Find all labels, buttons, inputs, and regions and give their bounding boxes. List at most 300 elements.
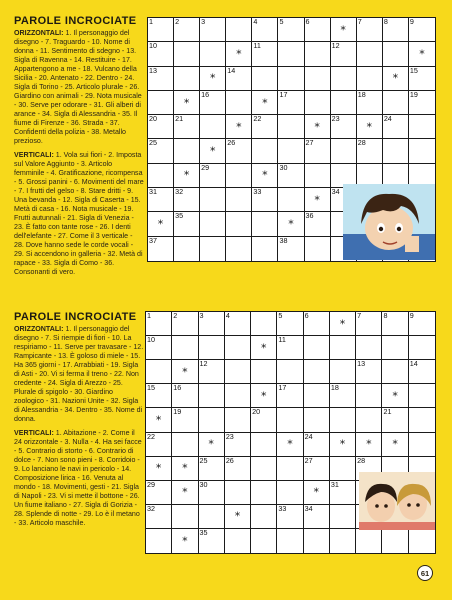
grid-cell[interactable] — [172, 481, 198, 505]
grid-cell[interactable] — [277, 312, 303, 336]
grid-cell[interactable] — [172, 529, 198, 553]
grid-cell[interactable] — [357, 67, 383, 91]
clue-number: 11 — [253, 41, 261, 51]
grid-cell[interactable] — [278, 237, 304, 261]
down-text-2: 1. Abitazione - 2. Come il 24 orizzontale - 3. Nulla - 4. Ha sei facce - 5. Contrario di storto - 6. Contrario di dolce - 7. Non sono pieni - 8. Corridoio - 9. Lo lanciano le navi in pericolo - 14. Composizione lirica - 16. Venuta al mondo - 18. Movimenti, gesti - 21. Sigla di Napoli - 23. Vi si mette il bottone - 26. Un fiume italiano - 27. Sigla di Gorizia - 28. Splende di notte - 29. Lo è il metano - 33. Articolo maschile. — [14, 429, 142, 527]
clue-number: 22 — [147, 431, 155, 441]
grid-cell[interactable] — [225, 433, 251, 457]
grid-cell[interactable] — [251, 312, 277, 336]
grid-cell[interactable] — [174, 188, 200, 212]
grid-cell[interactable] — [225, 529, 251, 553]
grid-cell[interactable] — [409, 408, 435, 432]
grid-cell[interactable] — [356, 336, 382, 360]
block-star-icon: * — [339, 317, 346, 331]
grid-cell[interactable] — [357, 139, 383, 163]
grid-cell[interactable] — [199, 457, 225, 481]
grid-cell[interactable] — [200, 237, 226, 261]
clue-number: 12 — [331, 41, 340, 51]
block-star-icon: * — [183, 168, 190, 182]
grid-cell[interactable] — [174, 115, 200, 139]
grid-cell[interactable] — [278, 42, 304, 66]
grid-cell[interactable] — [278, 212, 304, 236]
grid-cell[interactable] — [278, 164, 304, 188]
clue-number: 23 — [225, 431, 234, 441]
grid-cell[interactable] — [278, 139, 304, 163]
grid-cell[interactable] — [382, 336, 408, 360]
grid-cell[interactable] — [251, 433, 277, 457]
grid-cell[interactable] — [409, 115, 435, 139]
grid-cell[interactable] — [146, 360, 172, 384]
grid-cell[interactable] — [225, 408, 251, 432]
block-star-icon: * — [392, 437, 398, 451]
clue-number: 24 — [383, 114, 392, 124]
grid-cell[interactable] — [199, 384, 225, 408]
down-header-1: VERTICALI: — [14, 151, 54, 159]
grid-cell[interactable] — [148, 18, 174, 42]
grid-cell[interactable] — [200, 67, 226, 91]
grid-cell[interactable] — [252, 212, 278, 236]
grid-cell[interactable] — [146, 457, 172, 481]
grid-cell[interactable] — [305, 18, 331, 42]
clue-number: 10 — [149, 41, 157, 51]
grid-cell[interactable] — [148, 115, 174, 139]
grid-cell[interactable] — [409, 433, 435, 457]
grid-cell[interactable] — [409, 91, 435, 115]
grid-cell[interactable] — [305, 164, 331, 188]
grid-cell[interactable] — [172, 457, 198, 481]
grid-cell[interactable] — [331, 18, 357, 42]
grid-cell[interactable] — [225, 505, 251, 529]
grid-cell[interactable] — [409, 384, 435, 408]
clue-number: 29 — [201, 162, 210, 172]
grid-cell[interactable] — [409, 336, 435, 360]
character-illustration-2 — [359, 472, 435, 530]
grid-cell[interactable] — [252, 67, 278, 91]
grid-cell[interactable] — [304, 433, 330, 457]
grid-cell[interactable] — [330, 384, 356, 408]
clue-number: 9 — [409, 311, 414, 320]
grid-cell[interactable] — [172, 336, 198, 360]
block-star-icon: * — [157, 217, 164, 231]
clue-number: 19 — [409, 89, 418, 99]
grid-cell[interactable] — [148, 188, 174, 212]
clues-panel-1 — [14, 17, 144, 282]
clue-number: 38 — [279, 235, 288, 245]
clue-number: 4 — [225, 311, 230, 320]
grid-cell[interactable] — [409, 312, 435, 336]
clue-number: 12 — [199, 359, 208, 369]
clue-number: 4 — [253, 17, 258, 26]
down-text-1: 1. Vola sui fiori - 2. Imposta sul Valore Aggiunto - 3. Articolo femminile - 4. Gratificazione, ricompensa - 5. Grossi panini - 6. Movimenti del mare - 7. I frutti del gelso - 8. Stare dritti - 9. Una bevanda - 12. Sigla di Caserta - 15. Metà di casa - 16. Nota musicale - 19. Frutti autunnali - 21. Sigla di Venezia - 23. È fatto con tante rose - 26. I denti dell'elefante - 27. Come il 3 verticale - 28. Dove hanno sede le corde vocali - 29. Si accendono in galleria - 32. Metà di rapace - 33. Sigla di Como - 36. Consonanti di vero. — [14, 151, 144, 276]
block-star-icon: * — [182, 534, 188, 548]
grid-cell[interactable] — [200, 164, 226, 188]
clue-number: 26 — [225, 455, 234, 465]
grid-cell[interactable] — [172, 312, 198, 336]
grid-cell[interactable] — [331, 115, 357, 139]
block-star-icon: * — [339, 437, 346, 451]
down-clues-2 — [14, 429, 144, 528]
grid-cell[interactable] — [356, 360, 382, 384]
grid-cell[interactable] — [251, 481, 277, 505]
grid-cell[interactable] — [277, 408, 303, 432]
grid-cell[interactable] — [305, 91, 331, 115]
clue-number: 31 — [330, 479, 339, 489]
grid-cell[interactable] — [278, 115, 304, 139]
block-star-icon: * — [392, 389, 398, 403]
grid-cell[interactable] — [277, 384, 303, 408]
grid-cell[interactable] — [174, 164, 200, 188]
grid-cell[interactable] — [252, 115, 278, 139]
grid-cell[interactable] — [278, 91, 304, 115]
grid-cell[interactable] — [304, 336, 330, 360]
clue-number: 16 — [201, 89, 210, 99]
grid-cell[interactable] — [199, 336, 225, 360]
grid-cell[interactable] — [226, 237, 252, 261]
grid-cell[interactable] — [225, 457, 251, 481]
clue-number: 18 — [357, 89, 366, 99]
grid-cell[interactable] — [226, 67, 252, 91]
block-star-icon: * — [419, 47, 425, 61]
clue-number: 17 — [279, 89, 288, 99]
grid-cell[interactable] — [278, 67, 304, 91]
clue-number: 34 — [331, 187, 340, 197]
block-star-icon: * — [155, 461, 162, 475]
grid-cell[interactable] — [199, 433, 225, 457]
grid-cell[interactable] — [304, 529, 330, 553]
clue-number: 5 — [278, 311, 283, 320]
clue-number: 34 — [304, 503, 313, 513]
grid-cell[interactable] — [251, 384, 277, 408]
clue-number: 28 — [357, 455, 366, 465]
grid-cell[interactable] — [226, 42, 252, 66]
clue-number: 13 — [149, 65, 157, 75]
grid-cell[interactable] — [331, 42, 357, 66]
grid-cell[interactable] — [199, 312, 225, 336]
block-star-icon: * — [155, 413, 162, 427]
grid-cell[interactable] — [174, 42, 200, 66]
grid-cell[interactable] — [252, 91, 278, 115]
clue-number: 9 — [409, 17, 414, 26]
grid-cell[interactable] — [148, 212, 174, 236]
grid-cell[interactable] — [251, 457, 277, 481]
grid-cell[interactable] — [146, 408, 172, 432]
grid-cell[interactable] — [383, 42, 409, 66]
grid-cell[interactable] — [226, 91, 252, 115]
block-star-icon: * — [209, 71, 216, 85]
clue-number: 11 — [278, 335, 286, 345]
grid-cell[interactable] — [199, 505, 225, 529]
block-star-icon: * — [234, 509, 241, 523]
grid-cell[interactable] — [331, 91, 357, 115]
grid-cell[interactable] — [330, 457, 356, 481]
grid-cell[interactable] — [305, 237, 331, 261]
block-star-icon: * — [288, 217, 294, 231]
grid-cell[interactable] — [305, 188, 331, 212]
grid-cell[interactable] — [251, 336, 277, 360]
grid-cell[interactable] — [383, 91, 409, 115]
grid-cell[interactable] — [251, 529, 277, 553]
grid-cell[interactable] — [304, 312, 330, 336]
block-star-icon: * — [262, 96, 268, 110]
grid-cell[interactable] — [199, 481, 225, 505]
block-star-icon: * — [366, 437, 372, 451]
grid-cell[interactable] — [226, 164, 252, 188]
grid-cell[interactable] — [305, 67, 331, 91]
grid-cell[interactable] — [382, 384, 408, 408]
grid-cell[interactable] — [199, 529, 225, 553]
grid-cell[interactable] — [200, 91, 226, 115]
grid-cell[interactable] — [172, 360, 198, 384]
clue-number: 13 — [357, 359, 366, 369]
grid-cell[interactable] — [148, 237, 174, 261]
clue-number: 29 — [147, 479, 155, 489]
clue-number: 14 — [227, 65, 236, 75]
grid-cell[interactable] — [148, 139, 174, 163]
grid-cell[interactable] — [252, 188, 278, 212]
grid-cell[interactable] — [252, 237, 278, 261]
grid-cell[interactable] — [225, 384, 251, 408]
clue-number: 5 — [279, 17, 284, 26]
clues-panel-2 — [14, 313, 144, 533]
grid-cell[interactable] — [225, 360, 251, 384]
grid-cell[interactable] — [305, 115, 331, 139]
clue-number: 14 — [409, 359, 418, 369]
block-star-icon: * — [366, 120, 373, 134]
grid-cell[interactable] — [331, 139, 357, 163]
clue-number: 22 — [253, 114, 262, 124]
grid-cell[interactable] — [148, 67, 174, 91]
grid-cell[interactable] — [200, 188, 226, 212]
block-star-icon: * — [314, 120, 320, 134]
grid-cell[interactable] — [172, 408, 198, 432]
grid-cell[interactable] — [304, 408, 330, 432]
grid-cell[interactable] — [146, 384, 172, 408]
grid-cell[interactable] — [200, 139, 226, 163]
clue-number: 2 — [173, 311, 178, 320]
grid-cell[interactable] — [356, 408, 382, 432]
grid-cell[interactable] — [357, 91, 383, 115]
clue-number: 35 — [175, 211, 184, 221]
grid-cell[interactable] — [409, 360, 435, 384]
grid-cell[interactable] — [172, 433, 198, 457]
clue-number: 27 — [305, 138, 314, 148]
grid-cell[interactable] — [172, 384, 198, 408]
block-star-icon: * — [260, 389, 267, 403]
grid-cell[interactable] — [174, 18, 200, 42]
clue-number: 3 — [201, 17, 206, 26]
clue-number: 10 — [147, 335, 155, 345]
grid-cell[interactable] — [226, 18, 252, 42]
clue-number: 7 — [357, 17, 362, 26]
character-illustration-1 — [343, 184, 435, 260]
block-star-icon: * — [260, 341, 267, 355]
grid-cell[interactable] — [226, 212, 252, 236]
clue-number: 30 — [199, 479, 208, 489]
clue-number: 35 — [199, 527, 208, 537]
down-header-2: VERTICALI: — [14, 429, 54, 437]
grid-cell[interactable] — [146, 481, 172, 505]
block-star-icon: * — [183, 96, 190, 110]
grid-cell[interactable] — [304, 384, 330, 408]
clue-number: 21 — [383, 407, 392, 417]
grid-cell[interactable] — [356, 529, 382, 553]
grid-cell[interactable] — [200, 115, 226, 139]
block-star-icon: * — [392, 71, 399, 85]
grid-cell[interactable] — [356, 312, 382, 336]
grid-cell[interactable] — [357, 18, 383, 42]
grid-cell[interactable] — [146, 529, 172, 553]
grid-cell[interactable] — [278, 18, 304, 42]
block-star-icon: * — [236, 120, 242, 134]
grid-cell[interactable] — [277, 481, 303, 505]
clue-number: 8 — [383, 17, 388, 26]
grid-cell[interactable] — [174, 91, 200, 115]
block-star-icon: * — [314, 193, 320, 207]
grid-cell[interactable] — [146, 433, 172, 457]
grid-cell[interactable] — [277, 433, 303, 457]
grid-cell[interactable] — [277, 336, 303, 360]
grid-cell[interactable] — [330, 336, 356, 360]
grid-cell[interactable] — [382, 433, 408, 457]
clue-number: 3 — [199, 311, 204, 320]
grid-cell[interactable] — [251, 408, 277, 432]
grid-cell[interactable] — [382, 408, 408, 432]
grid-cell[interactable] — [226, 188, 252, 212]
grid-cell[interactable] — [304, 481, 330, 505]
grid-cell[interactable] — [200, 18, 226, 42]
block-star-icon: * — [182, 485, 188, 499]
grid-cell[interactable] — [383, 18, 409, 42]
across-text-1: 1. Il personaggio del disegno - 7. Traguardo - 10. Nome di donna - 11. Sentimento di sdegno - 13. Sigla di Ravenna - 14. Restituire - 17. Appartengono a me - 18. Vulcano della Sicilia - 20. Antenato - 22. Dentro - 24. Sigla di Torino - 25. Articolo plurale - 26. Giardino con animali - 29. Nota musicale - 30. Serve per odorare - 31. Gli alberi di arance - 34. Sigla di Alessandria - 35. Il fiume di Firenze - 36. Strada - 37. Confidenti della polizia - 38. Metallo prezioso. — [14, 29, 142, 145]
grid-cell[interactable] — [174, 139, 200, 163]
grid-cell[interactable] — [251, 505, 277, 529]
grid-cell[interactable] — [331, 67, 357, 91]
grid-cell[interactable] — [251, 360, 277, 384]
grid-cell[interactable] — [382, 312, 408, 336]
block-star-icon: * — [287, 437, 293, 451]
grid-cell[interactable] — [382, 360, 408, 384]
grid-cell[interactable] — [409, 67, 435, 91]
grid-cell[interactable] — [146, 505, 172, 529]
grid-cell[interactable] — [304, 457, 330, 481]
grid-cell[interactable] — [252, 42, 278, 66]
grid-cell[interactable] — [277, 457, 303, 481]
grid-cell[interactable] — [148, 42, 174, 66]
grid-cell[interactable] — [200, 42, 226, 66]
grid-cell[interactable] — [330, 312, 356, 336]
block-star-icon: * — [209, 144, 216, 158]
grid-cell[interactable] — [305, 42, 331, 66]
grid-cell[interactable] — [330, 481, 356, 505]
grid-cell[interactable] — [148, 91, 174, 115]
block-star-icon: * — [208, 437, 214, 451]
grid-cell[interactable] — [226, 139, 252, 163]
grid-cell[interactable] — [382, 529, 408, 553]
grid-cell[interactable] — [199, 408, 225, 432]
block-star-icon: * — [313, 485, 320, 499]
grid-cell[interactable] — [172, 505, 198, 529]
clue-number: 6 — [305, 17, 310, 26]
grid-cell[interactable] — [278, 188, 304, 212]
clue-number: 28 — [357, 138, 366, 148]
grid-cell[interactable] — [225, 336, 251, 360]
grid-cell[interactable] — [174, 237, 200, 261]
block-star-icon: * — [340, 23, 346, 37]
clue-number: 26 — [227, 138, 236, 148]
grid-cell[interactable] — [330, 433, 356, 457]
clue-number: 25 — [199, 455, 208, 465]
grid-cell[interactable] — [356, 384, 382, 408]
grid-cell[interactable] — [330, 529, 356, 553]
clue-number: 8 — [383, 311, 388, 320]
grid-cell[interactable] — [305, 139, 331, 163]
grid-cell[interactable] — [330, 360, 356, 384]
grid-cell[interactable] — [304, 360, 330, 384]
grid-cell[interactable] — [409, 42, 435, 66]
clue-number: 20 — [149, 114, 157, 124]
grid-cell[interactable] — [409, 18, 435, 42]
clue-number: 30 — [279, 162, 288, 172]
grid-cell[interactable] — [146, 336, 172, 360]
grid-cell[interactable] — [174, 67, 200, 91]
grid-cell[interactable] — [252, 164, 278, 188]
grid-cell[interactable] — [146, 312, 172, 336]
clue-number: 37 — [149, 235, 157, 245]
puzzle-title-2: PAROLE INCROCIATE — [14, 311, 137, 323]
grid-cell[interactable] — [252, 18, 278, 42]
grid-cell[interactable] — [383, 139, 409, 163]
clue-number: 1 — [147, 311, 151, 320]
grid-cell[interactable] — [225, 312, 251, 336]
block-star-icon: * — [236, 47, 242, 61]
grid-cell[interactable] — [383, 67, 409, 91]
grid-cell[interactable] — [277, 529, 303, 553]
grid-cell[interactable] — [330, 408, 356, 432]
grid-cell[interactable] — [226, 115, 252, 139]
clue-number: 32 — [147, 503, 155, 513]
grid-cell[interactable] — [357, 42, 383, 66]
page-number: 61 — [417, 565, 433, 581]
grid-cell[interactable] — [304, 505, 330, 529]
grid-cell[interactable] — [277, 505, 303, 529]
grid-cell[interactable] — [357, 115, 383, 139]
grid-cell[interactable] — [225, 481, 251, 505]
grid-cell[interactable] — [330, 505, 356, 529]
grid-cell[interactable] — [200, 212, 226, 236]
grid-cell[interactable] — [305, 212, 331, 236]
clue-number: 24 — [304, 431, 313, 441]
clue-number: 19 — [173, 407, 182, 417]
clue-number: 32 — [175, 187, 184, 197]
grid-cell[interactable] — [174, 212, 200, 236]
grid-cell[interactable] — [252, 139, 278, 163]
grid-cell[interactable] — [148, 164, 174, 188]
across-clues-1 — [14, 29, 144, 146]
clue-number: 15 — [147, 383, 155, 393]
grid-cell[interactable] — [383, 115, 409, 139]
grid-cell[interactable] — [199, 360, 225, 384]
grid-cell[interactable] — [409, 139, 435, 163]
grid-cell[interactable] — [356, 433, 382, 457]
clue-number: 17 — [278, 383, 287, 393]
puzzle-title-1: PAROLE INCROCIATE — [14, 15, 137, 27]
across-header-1: ORIZZONTALI: — [14, 29, 64, 37]
clue-number: 33 — [278, 503, 287, 513]
clue-number: 2 — [175, 17, 180, 26]
down-clues-1 — [14, 151, 144, 277]
grid-cell[interactable] — [277, 360, 303, 384]
grid-cell[interactable] — [409, 529, 435, 553]
